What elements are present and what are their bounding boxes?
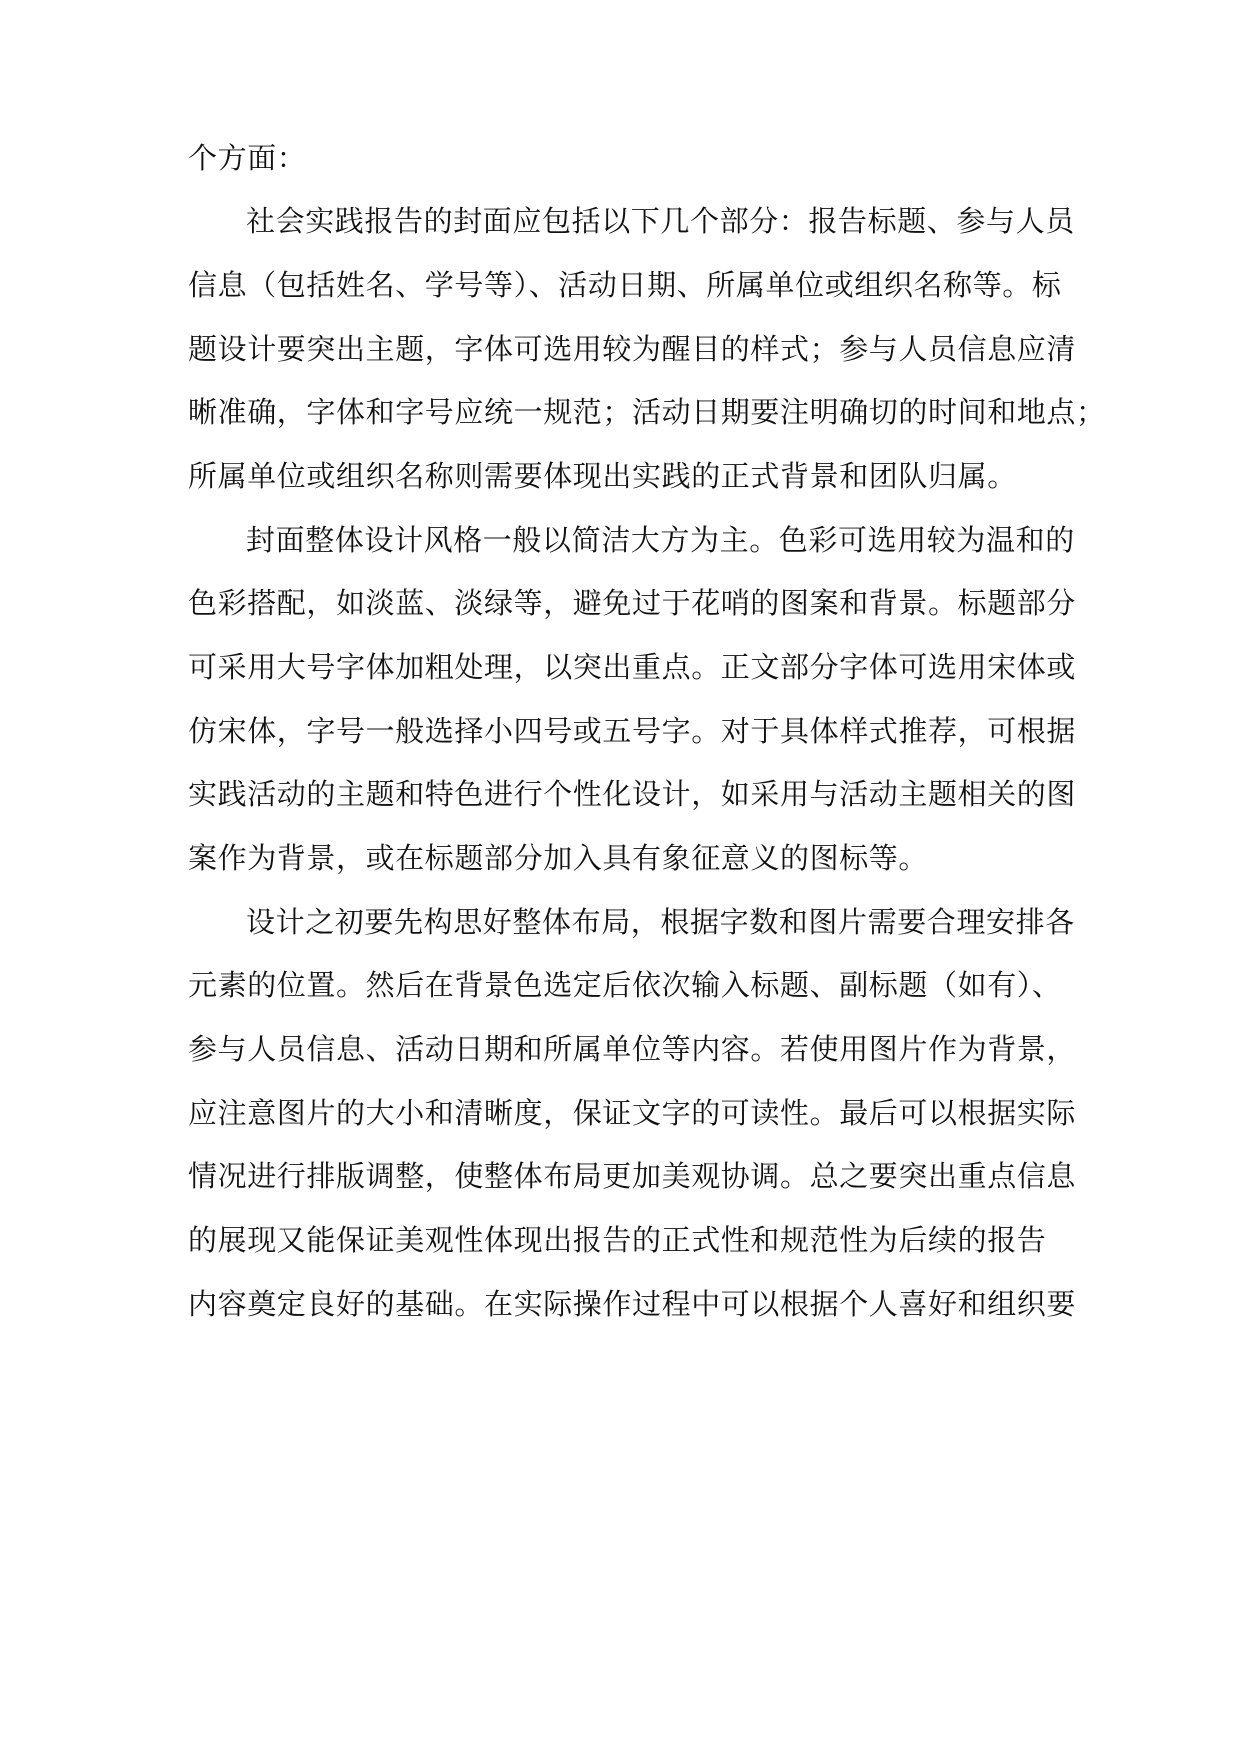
text-line: 参与人员信息、活动日期和所属单位等内容。若使用图片作为背景， (188, 1032, 1077, 1066)
text-line: 案作为背景，或在标题部分加入具有象征意义的图标等。 (188, 841, 929, 875)
text-line: 实践活动的主题和特色进行个性化设计，如采用与活动主题相关的图 (188, 777, 1077, 811)
text-line: 的展现又能保证美观性体现出报告的正式性和规范性为后续的报告 (188, 1223, 1047, 1257)
text-line: 应注意图片的大小和清晰度，保证文字的可读性。最后可以根据实际 (188, 1096, 1077, 1130)
text-line: 可采用大号字体加粗处理，以突出重点。正文部分字体可选用宋体或 (188, 650, 1077, 684)
text-line: 情况进行排版调整，使整体布局更加美观协调。总之要突出重点信息 (188, 1159, 1077, 1193)
text-line: 信息（包括姓名、学号等）、活动日期、所属单位或组织名称等。标 (188, 268, 1062, 302)
text-line: 题设计要突出主题，字体可选用较为醒目的样式；参与人员信息应清 (188, 332, 1077, 366)
text-line: 个方面： (188, 141, 307, 175)
text-line: 所属单位或组织名称则需要体现出实践的正式背景和团队归属。 (188, 459, 1017, 493)
text-line: 晰准确，字体和字号应统一规范；活动日期要注明确切的时间和地点； (188, 395, 1106, 429)
text-line: 色彩搭配，如淡蓝、淡绿等，避免过于花哨的图案和背景。标题部分 (188, 586, 1077, 620)
paragraph-first-line: 社会实践报告的封面应包括以下几个部分：报告标题、参与人员 (246, 204, 1075, 238)
text-line: 内容奠定良好的基础。在实际操作过程中可以根据个人喜好和组织要 (188, 1287, 1077, 1321)
paragraph-first-line: 设计之初要先构思好整体布局，根据字数和图片需要合理安排各 (246, 905, 1075, 939)
text-line: 仿宋体，字号一般选择小四号或五号字。对于具体样式推荐，可根据 (188, 714, 1077, 748)
paragraph-first-line: 封面整体设计风格一般以简洁大方为主。色彩可选用较为温和的 (246, 523, 1075, 557)
text-line: 元素的位置。然后在背景色选定后依次输入标题、副标题（如有）、 (188, 968, 1062, 1002)
